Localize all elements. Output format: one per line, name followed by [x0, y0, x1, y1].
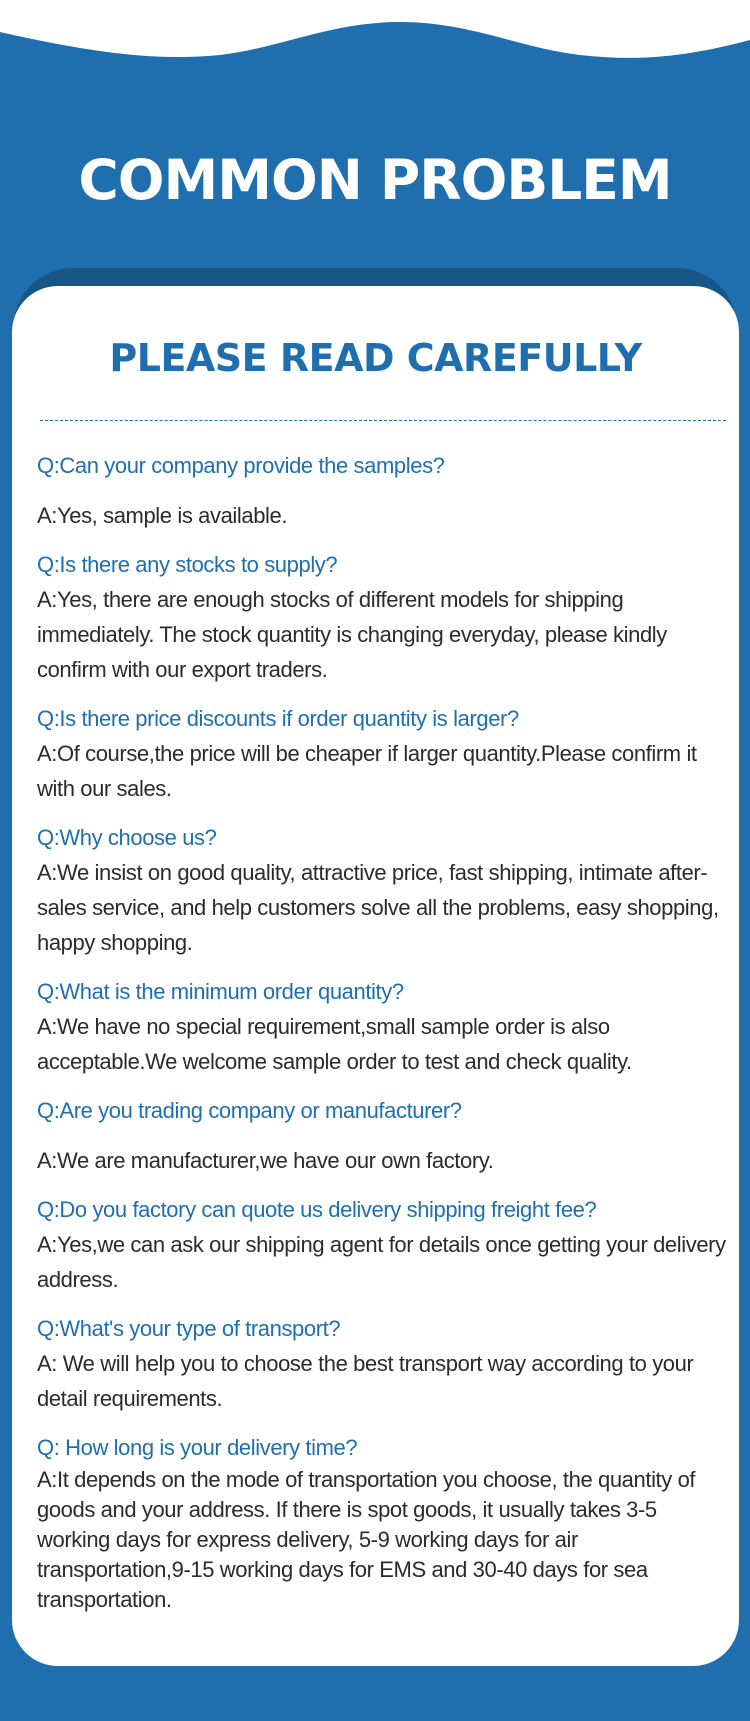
- faq-item: [37, 547, 727, 687]
- faq-list: [37, 448, 727, 1629]
- faq-question: Q:What's your type of transport?: [37, 1316, 341, 1341]
- faq-answer: A:It depends on the mode of transportation you choose, the quantity of goods and your address. If there is spot goods, it usually takes 3-5 working days for express delivery, 5-9 working days for air transportation,9-15 working days for EMS and 30-40 days for sea transportation.: [37, 1467, 696, 1612]
- faq-answer: A: We will help you to choose the best transport way according to your detail requirements.: [37, 1351, 694, 1411]
- faq-item: [37, 448, 727, 533]
- faq-answer: A:Yes, sample is available.: [37, 503, 288, 528]
- faq-answer: A:We have no special requirement,small sample order is also acceptable.We welcome sample order to test and check quality.: [37, 1014, 632, 1074]
- faq-question: Q: How long is your delivery time?: [37, 1435, 358, 1460]
- faq-answer: A:Of course,the price will be cheaper if larger quantity.Please confirm it with our sales.: [37, 741, 697, 801]
- faq-item: [37, 701, 727, 806]
- page-title: COMMON PROBLEM: [78, 148, 672, 212]
- faq-item: [37, 820, 727, 960]
- faq-question: Q:What is the minimum order quantity?: [37, 979, 404, 1004]
- faq-question: Q:Why choose us?: [37, 825, 217, 850]
- faq-answer: A:Yes,we can ask our shipping agent for details once getting your delivery address.: [37, 1232, 726, 1292]
- faq-card: [12, 286, 739, 1666]
- faq-answer: A:We are manufacturer,we have our own factory.: [37, 1148, 494, 1173]
- faq-answer: A:Yes, there are enough stocks of different models for shipping immediately. The stock quantity is changing everyday, please kindly confirm with our export traders.: [37, 587, 667, 682]
- faq-item: [37, 1192, 727, 1297]
- faq-question: Q:Do you factory can quote us delivery shipping freight fee?: [37, 1197, 597, 1222]
- faq-question: Q:Are you trading company or manufacturer?: [37, 1098, 462, 1123]
- faq-item: [37, 1311, 727, 1416]
- faq-item: [37, 1430, 727, 1615]
- faq-item: [37, 974, 727, 1079]
- faq-question: Q:Can your company provide the samples?: [37, 453, 445, 478]
- card-subtitle: PLEASE READ CAREFULLY: [109, 336, 642, 380]
- top-wave-decoration: [0, 0, 750, 70]
- faq-item: [37, 1093, 727, 1178]
- faq-question: Q:Is there price discounts if order quantity is larger?: [37, 706, 519, 731]
- faq-answer: A:We insist on good quality, attractive price, fast shipping, intimate after-sales service, and help customers solve all the problems, easy shopping, happy shopping.: [37, 860, 719, 955]
- dashed-divider: [40, 420, 726, 421]
- faq-question: Q:Is there any stocks to supply?: [37, 552, 338, 577]
